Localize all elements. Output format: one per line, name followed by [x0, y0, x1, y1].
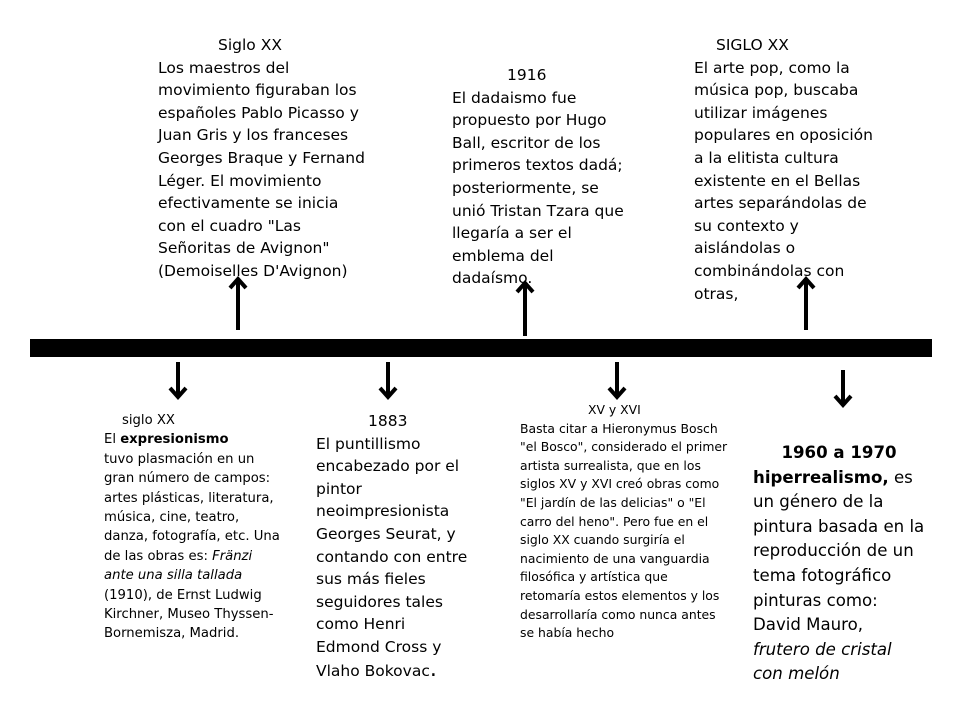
- work-title: Fränzi ante una silla tallada: [104, 548, 253, 584]
- arrow-down-icon: [607, 360, 627, 400]
- event-intro: El: [104, 432, 121, 448]
- work-details: (1910), de Ernst Ludwig Kirchner, Museo Thyssen-Bornemisza, Madrid.: [104, 587, 274, 642]
- work-title: frutero de cristal con melón: [753, 639, 892, 684]
- event-heading: Siglo XX: [218, 36, 282, 54]
- arrow-down-icon: [833, 368, 853, 408]
- event-surrealismo: [520, 401, 732, 643]
- event-description: [316, 433, 468, 683]
- event-text: El puntillismo encabezado por el pintor neoimpresionista Georges Seurat, y contando con entre sus más fieles seguidores tales como Henri Edmond Cross y Vlaho Bokovac: [316, 434, 468, 680]
- event-heading: XV y XVI: [588, 402, 641, 417]
- event-cubismo: [158, 34, 368, 283]
- arrow-up-icon: [228, 276, 248, 334]
- event-heading: siglo XX: [122, 413, 175, 428]
- event-heading: 1883: [368, 412, 408, 430]
- event-description: Basta citar a Hieronymus Bosch "el Bosco", considerado el primer artista surrealista, que en los siglos XV y XVI creó obras como "El jardín de las delicias" o "El carro del heno". Pero fue en el siglo XX cuando surgiría el nacimiento de una vanguardia filosófica y artística que retomaría estos elementos y los desarrollaría como nunca antes se había hecho: [520, 420, 728, 641]
- event-dadaismo: [452, 64, 624, 290]
- event-expresionismo: [104, 411, 286, 644]
- event-end-mark: .: [429, 656, 437, 682]
- event-description: Los maestros del movimiento figuraban los españoles Pablo Picasso y Juan Gris y los franceses Georges Braque y Fernand Léger. El movimiento efectivamente se inicia con el cuadro "Las Señoritas de Avignon" (Demoiselles D'Avignon): [158, 58, 365, 280]
- event-text: tuvo plasmación en un gran número de campos: artes plásticas, literatura, música, cine, teatro, danza, fotografía, etc. Una de las obras es:: [104, 451, 280, 564]
- event-heading: 1960 a 1970: [781, 443, 897, 462]
- event-keyword: expresionismo: [120, 432, 229, 448]
- event-keyword: hiperrealismo,: [753, 467, 889, 487]
- event-description: El dadaismo fue propuesto por Hugo Ball, escritor de los primeros textos dadá; posteriormente, se unió Tristan Tzara que llegaría a ser el emblema del dadaísmo.: [452, 88, 624, 288]
- timeline-bar: [30, 339, 932, 357]
- event-hiperrealismo: [753, 441, 925, 687]
- event-pop-art: [694, 34, 876, 305]
- event-puntillismo: [316, 410, 468, 682]
- arrow-down-icon: [168, 360, 188, 400]
- event-heading: 1916: [507, 66, 547, 84]
- event-text: es un género de la pintura basada en la reproducción de un tema fotográfico pinturas como: David Mauro,: [753, 467, 925, 635]
- event-description: [104, 430, 286, 643]
- event-heading: SIGLO XX: [716, 36, 789, 54]
- event-description: El arte pop, como la música pop, buscaba utilizar imágenes populares en oposición a la elitista cultura existente en el Bellas artes separándolas de su contexto y aislándolas o combinándolas con otras,: [694, 58, 873, 303]
- arrow-down-icon: [378, 360, 398, 400]
- event-description: [753, 466, 925, 687]
